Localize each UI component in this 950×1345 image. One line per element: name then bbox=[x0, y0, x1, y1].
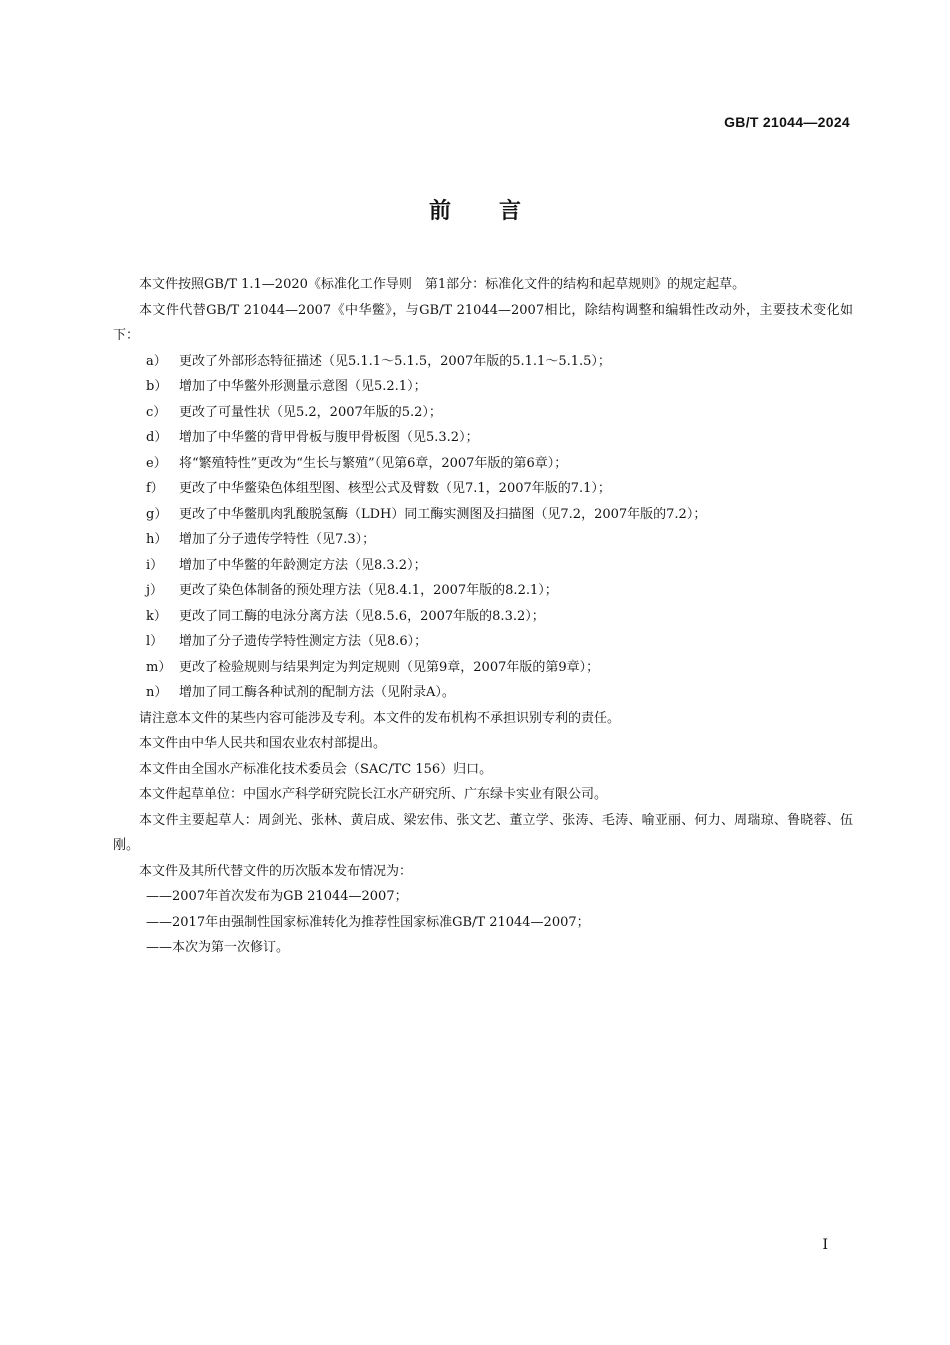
history-item: ——本次为第一次修订。 bbox=[146, 940, 290, 955]
list-item bbox=[113, 400, 853, 426]
paragraph-drafting-rules: 本文件按照GB/T 1.1—2020《标准化工作导则 第1部分：标准化文件的结构和起草规则》的规定起草。 bbox=[139, 277, 746, 292]
list-item-text: 增加了中华鳖外形测量示意图（见5.2.1）； bbox=[179, 379, 427, 394]
list-marker: m） bbox=[146, 659, 172, 675]
list-item bbox=[113, 425, 853, 451]
history-item: ——2007年首次发布为GB 21044—2007； bbox=[146, 889, 408, 904]
changes-list bbox=[113, 349, 853, 706]
list-item bbox=[113, 349, 853, 375]
list-item-text: 增加了分子遗传学特性（见7.3）； bbox=[179, 532, 376, 547]
list-item bbox=[113, 476, 853, 502]
paragraph-drafting-units: 本文件起草单位：中国水产科学研究院长江水产研究所、广东绿卡实业有限公司。 bbox=[139, 787, 608, 802]
list-item-text: 更改了可量性状（见5.2，2007年版的5.2）； bbox=[179, 404, 442, 420]
list-item bbox=[113, 374, 853, 400]
list-item bbox=[113, 553, 853, 579]
list-item-text: 增加了中华鳖的背甲骨板与腹甲骨板图（见5.3.2）； bbox=[179, 430, 479, 445]
list-item-text: 增加了同工酶各种试剂的配制方法（见附录A）。 bbox=[179, 685, 455, 700]
list-item-text: 更改了检验规则与结果判定为判定规则（见第9章，2007年版的第9章）； bbox=[179, 659, 600, 675]
list-item-text: 更改了染色体制备的预处理方法（见8.4.1，2007年版的8.2.1）； bbox=[179, 583, 558, 598]
list-marker: f） bbox=[146, 481, 164, 496]
paragraph-history-intro: 本文件及其所代替文件的历次版本发布情况为： bbox=[139, 863, 413, 879]
list-marker: n） bbox=[146, 685, 168, 700]
list-marker: l） bbox=[146, 634, 164, 649]
standard-code: GB/T 21044—2024 bbox=[724, 114, 850, 130]
title-char-1: 前 bbox=[428, 199, 451, 224]
list-item bbox=[113, 578, 853, 604]
paragraph-centralized-by: 本文件由全国水产标准化技术委员会（SAC/TC 156）归口。 bbox=[139, 761, 493, 777]
list-marker: a） bbox=[146, 353, 167, 369]
list-item bbox=[113, 502, 853, 528]
list-marker: i） bbox=[146, 557, 164, 573]
list-item-text: 更改了中华鳖肌肉乳酸脱氢酶（LDH）同工酶实测图及扫描图（见7.2，2007年版的7.2）； bbox=[179, 506, 707, 522]
list-marker: k） bbox=[146, 608, 167, 624]
list-item-text: 更改了中华鳖染色体组型图、核型公式及臂数（见7.1，2007年版的7.1）； bbox=[179, 481, 611, 496]
title-char-2: 言 bbox=[499, 199, 522, 224]
list-item-text: 更改了同工酶的电泳分离方法（见8.5.6，2007年版的8.3.2）； bbox=[179, 608, 545, 624]
paragraph-replaces: 本文件代替GB/T 21044—2007《中华鳖》，与GB/T 21044—2007相比，除结构调整和编辑性改动外，主要技术变化如下： bbox=[113, 302, 853, 343]
list-marker: g） bbox=[146, 506, 168, 522]
list-item-text: 增加了中华鳖的年龄测定方法（见8.3.2）； bbox=[179, 557, 427, 573]
foreword-body bbox=[113, 272, 853, 961]
list-item-text: 增加了分子遗传学特性测定方法（见8.6）； bbox=[179, 634, 428, 649]
list-marker: d） bbox=[146, 430, 168, 445]
page-title bbox=[0, 194, 950, 225]
list-marker: e） bbox=[146, 455, 167, 471]
list-item bbox=[113, 655, 853, 681]
page-number: I bbox=[822, 1237, 828, 1253]
paragraph-proposed-by: 本文件由中华人民共和国农业农村部提出。 bbox=[139, 736, 387, 751]
list-item bbox=[113, 451, 853, 477]
list-marker: b） bbox=[146, 379, 168, 394]
list-marker: c） bbox=[146, 404, 167, 420]
history-item: ——2017年由强制性国家标准转化为推荐性国家标准GB/T 21044—2007； bbox=[146, 914, 590, 930]
history-list bbox=[113, 884, 853, 961]
paragraph-patent-notice: 请注意本文件的某些内容可能涉及专利。本文件的发布机构不承担识别专利的责任。 bbox=[139, 710, 621, 726]
list-item-text: 更改了外部形态特征描述（见5.1.1～5.1.5，2007年版的5.1.1～5.1.5）； bbox=[179, 353, 611, 369]
paragraph-drafters: 本文件主要起草人：周剑光、张林、黄启成、梁宏伟、张文艺、董立学、张涛、毛涛、喻亚丽、何力、周瑞琼、鲁晓蓉、伍刚。 bbox=[113, 812, 853, 853]
list-item-text: 将“繁殖特性”更改为“生长与繁殖”（见第6章，2007年版的第6章）； bbox=[179, 455, 568, 471]
list-item bbox=[113, 527, 853, 553]
list-marker: h） bbox=[146, 532, 168, 547]
list-item bbox=[113, 629, 853, 655]
list-item bbox=[113, 604, 853, 630]
list-item bbox=[113, 680, 853, 706]
list-marker: j） bbox=[146, 583, 164, 598]
